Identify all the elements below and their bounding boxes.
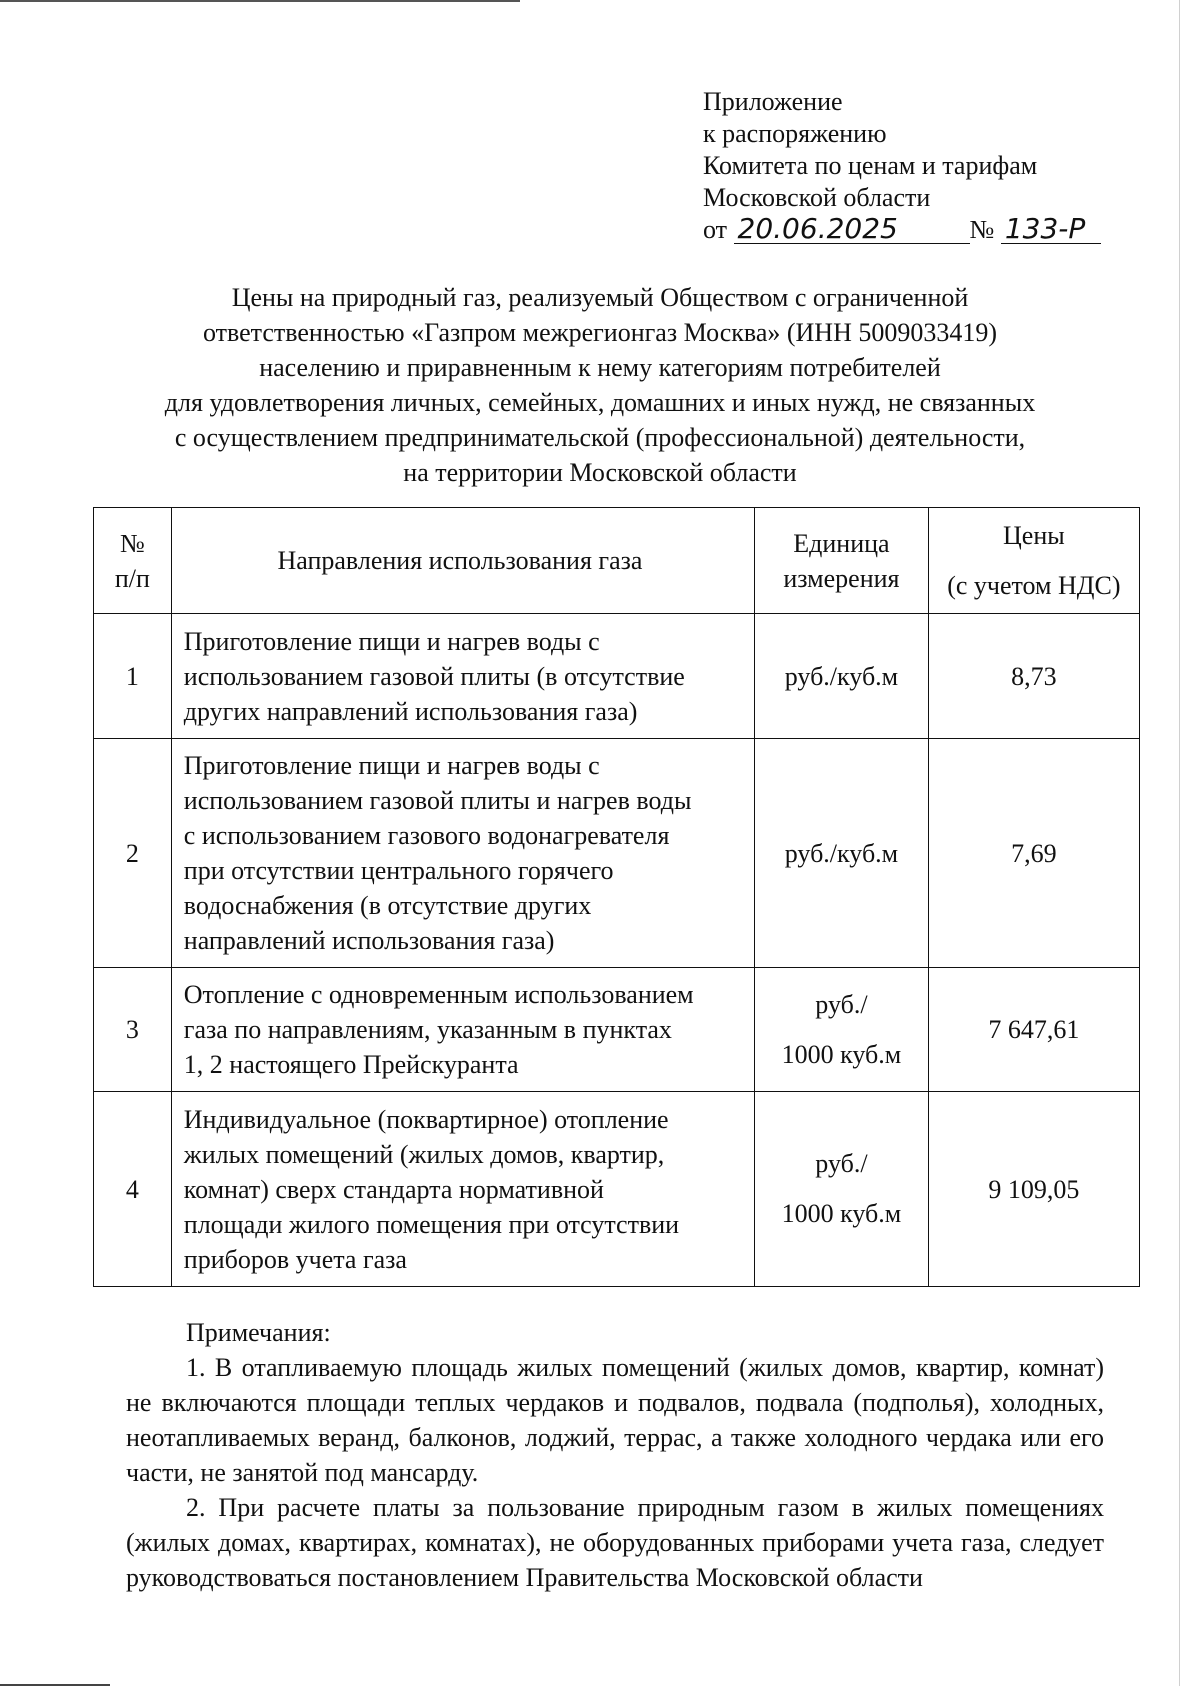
row-direction xyxy=(171,1092,754,1287)
direction-line: площади жилого помещения при отсутствии xyxy=(183,1209,680,1239)
title-line: населению и приравненным к нему категориям потребителей xyxy=(259,353,941,382)
header-num-line: п/п xyxy=(114,563,150,593)
row-unit xyxy=(755,968,929,1092)
direction-line: Индивидуальное (поквартирное) отопление xyxy=(183,1104,669,1134)
row-price: 7,69 xyxy=(928,739,1139,968)
table-row xyxy=(94,614,1140,739)
header-num-line: № xyxy=(119,528,145,558)
unit-line: руб./ xyxy=(815,989,868,1019)
header-unit-line: измерения xyxy=(783,563,900,593)
appendix-block xyxy=(703,86,1101,246)
document-title xyxy=(100,280,1100,490)
title-line: с осуществлением предпринимательской (профессиональной) деятельности, xyxy=(174,423,1026,452)
handwritten-number: 133-Р xyxy=(1001,215,1101,244)
appendix-line: Приложение xyxy=(703,87,843,116)
appendix-line: Комитета по ценам и тарифам xyxy=(703,151,1038,180)
header-price xyxy=(928,508,1139,614)
header-unit-line: Единица xyxy=(793,528,890,558)
table-header-row xyxy=(94,508,1140,614)
unit-line: руб./куб.м xyxy=(784,661,899,691)
row-unit xyxy=(755,1092,929,1287)
direction-line: комнат) сверх стандарта нормативной xyxy=(183,1174,604,1204)
title-line: ответственностью «Газпром межрегионгаз Москва» (ИНН 5009033419) xyxy=(202,318,998,347)
header-price-line: Цены xyxy=(1003,520,1065,550)
direction-line: водоснабжения (в отсутствие других xyxy=(183,891,592,920)
direction-line: приборов учета газа xyxy=(183,1244,407,1274)
unit-line: 1000 куб.м xyxy=(781,1039,902,1069)
unit-line: 1000 куб.м xyxy=(781,1199,902,1228)
number-prefix: № xyxy=(969,215,995,244)
header-direction: Направления использования газа xyxy=(171,508,754,614)
row-num: 3 xyxy=(94,968,172,1092)
row-direction xyxy=(171,968,754,1092)
note-paragraph: 1. В отапливаемую площадь жилых помещений (жилых домов, квартир, комнат) не включаются площади теплых чердаков и подвалов, подвала (подполья), холодных, неотапливаемых веранд, балконов, лоджий, террас, а также холодного чердака или его части, не занятой под мансарду. xyxy=(126,1353,1104,1487)
row-unit xyxy=(755,614,929,739)
direction-line: с использованием газового водонагревателя xyxy=(183,821,670,850)
direction-line: Отопление с одновременным использованием xyxy=(183,980,694,1009)
row-unit xyxy=(755,739,929,968)
unit-line: руб./ xyxy=(815,1149,868,1178)
row-price: 9 109,05 xyxy=(928,1092,1139,1287)
header-num xyxy=(94,508,172,614)
unit-line: руб./куб.м xyxy=(784,838,899,868)
note-paragraph: 2. При расчете платы за пользование природным газом в жилых помещениях (жилых домах, квартирах, комнатах), не оборудованных приборами учета газа, следует руководствоваться постановлением Правительства Московской области xyxy=(126,1493,1104,1592)
direction-line: направлений использования газа) xyxy=(183,926,555,955)
direction-line: жилых помещений (жилых домов, квартир, xyxy=(183,1139,665,1169)
appendix-date-number-line xyxy=(703,214,1101,246)
row-direction xyxy=(171,739,754,968)
row-direction xyxy=(171,614,754,739)
direction-line: при отсутствии центрального горячего xyxy=(183,856,614,885)
direction-line: других направлений использования газа) xyxy=(183,696,638,726)
row-num: 1 xyxy=(94,614,172,739)
title-line: для удовлетворения личных, семейных, домашних и иных нужд, не связанных xyxy=(164,388,1036,417)
scan-artifact-line xyxy=(0,0,520,2)
direction-line: использованием газовой плиты и нагрев воды xyxy=(183,786,692,815)
row-price: 8,73 xyxy=(928,614,1139,739)
table-row xyxy=(94,739,1140,968)
direction-line: 1, 2 настоящего Прейскуранта xyxy=(183,1050,519,1079)
row-num: 4 xyxy=(94,1092,172,1287)
appendix-line: Московской области xyxy=(703,183,931,212)
title-line: на территории Московской области xyxy=(403,458,797,487)
notes-title: Примечания: xyxy=(186,1318,331,1347)
header-price-line: (с учетом НДС) xyxy=(947,570,1121,600)
handwritten-date: 20.06.2025 xyxy=(734,215,970,244)
scan-artifact-line xyxy=(1179,0,1180,1686)
date-prefix: от xyxy=(703,215,728,244)
direction-line: газа по направлениям, указанным в пунктах xyxy=(183,1015,672,1044)
appendix-line: к распоряжению xyxy=(703,119,887,148)
title-line: Цены на природный газ, реализуемый Обществом с ограниченной xyxy=(231,283,969,312)
table-row xyxy=(94,968,1140,1092)
prices-table xyxy=(93,507,1140,1287)
direction-line: использованием газовой плиты (в отсутствие xyxy=(183,661,685,691)
direction-line: Приготовление пищи и нагрев воды с xyxy=(183,751,600,780)
row-price: 7 647,61 xyxy=(928,968,1139,1092)
notes-section xyxy=(126,1315,1104,1595)
direction-line: Приготовление пищи и нагрев воды с xyxy=(183,626,600,656)
header-unit xyxy=(755,508,929,614)
row-num: 2 xyxy=(94,739,172,968)
table-row xyxy=(94,1092,1140,1287)
